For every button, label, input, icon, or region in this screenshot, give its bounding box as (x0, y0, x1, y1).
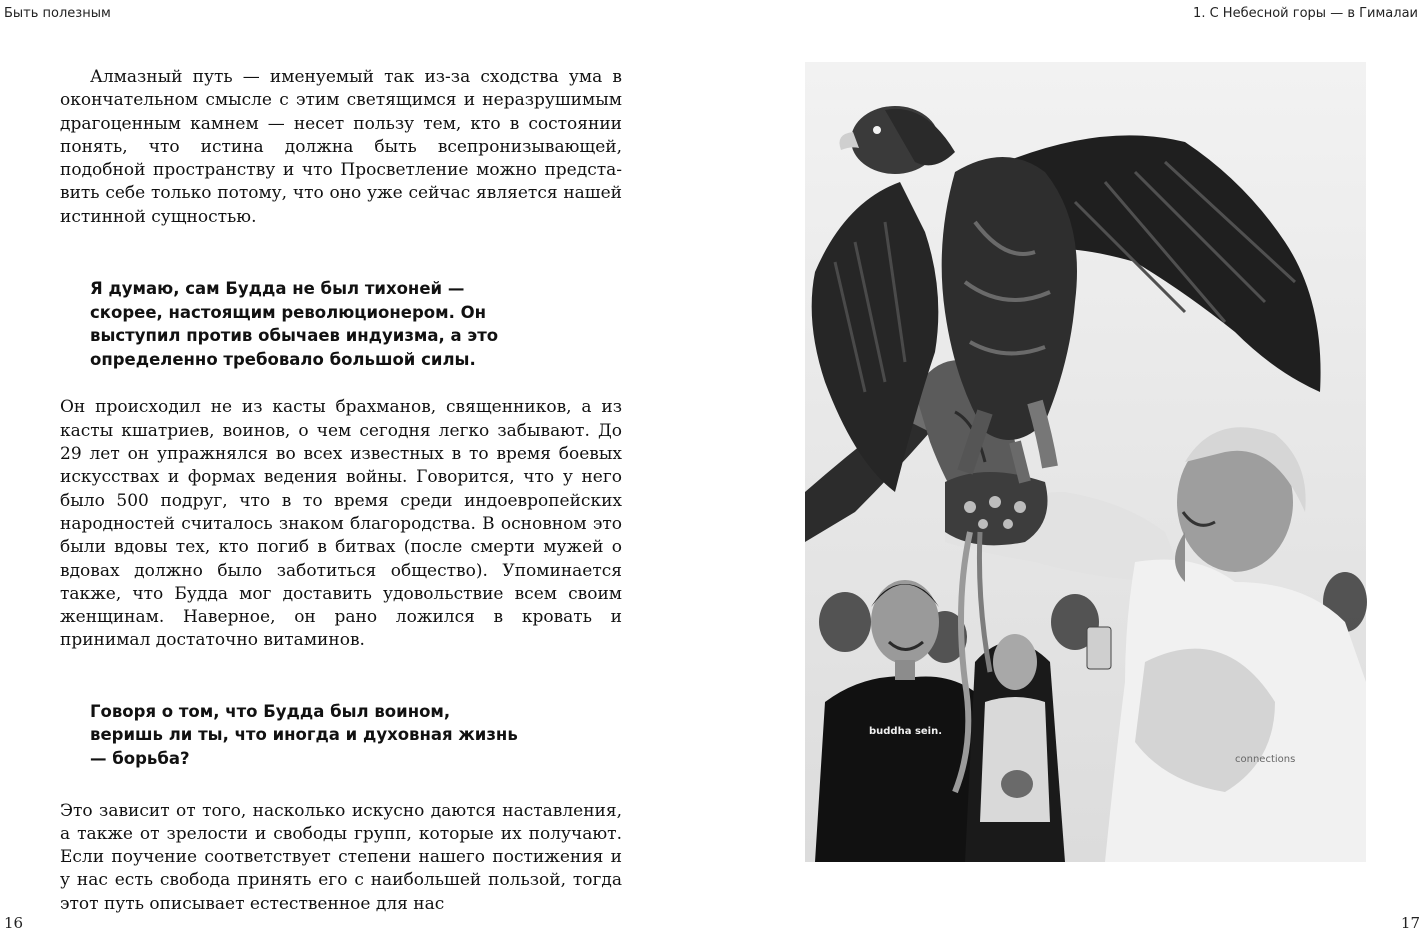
page-number-left: 16 (4, 914, 24, 932)
woman-long-hair (965, 634, 1065, 862)
eagle-photo-illustration (805, 62, 1366, 862)
shirt-text-right: connections (1235, 754, 1296, 765)
left-page-text (60, 66, 622, 914)
running-head-right: 1. С Небесной горы — в Гималаи (1193, 6, 1418, 21)
running-head-left: Быть полезным (4, 6, 111, 21)
eagle-photo (805, 62, 1366, 862)
page-number-right: 17 (1400, 914, 1420, 932)
paragraph-1: Алмазный путь — именуемый так из-за сходства ума в окончательном смысле с этим светящимся и неразрушимым драгоценным камнем — несет пользу тем, кто в состоянии понять, что истина должна быть всепронизывающей, подобной пространству и что Просветление можно представить себе только потому, что оно уже сейчас является нашей истинной сущностью. (60, 67, 622, 227)
interview-question-2: Говоря о том, что Будда был воином, веришь ли ты, что иногда и духовная жизнь — борьба? (90, 701, 518, 768)
interview-question-1: Я думаю, сам Будда не был тихоней — скорее, настоящим революционером. Он выступил против обычаев индуизма, а это определенно требовало большой силы. (90, 279, 499, 369)
paragraph-2: Он происходил не из касты брахманов, священников, а из касты кшатриев, воинов, о чем сегодня легко забывают. До 29 лет он упражнялся во всех известных в то время боевых искусствах и формах ведения войны. Говорится, что у него было 500 подруг, что в то время среди индоевропейских народностей считалось знаком благородства. В основном это были вдовы тех, кто погиб в битвах (после смерти мужей о вдовах должно было заботиться общество). Упоминается также, что Будда мог доставить удовольствие всем своим женщинам. Наверное, он рано ложился в кровать и принимал достаточно витаминов. (60, 397, 622, 651)
shirt-text-left: buddha sein. (869, 726, 943, 737)
paragraph-3: Это зависит от того, насколько искусно даются наставления, а также от зрелости и свободы групп, которые их получают. Если поучение соответствует степени нашего постижения и у нас есть свобода принять его с наибольшей пользой, тогда этот путь описывает естественное для нас (60, 800, 622, 914)
